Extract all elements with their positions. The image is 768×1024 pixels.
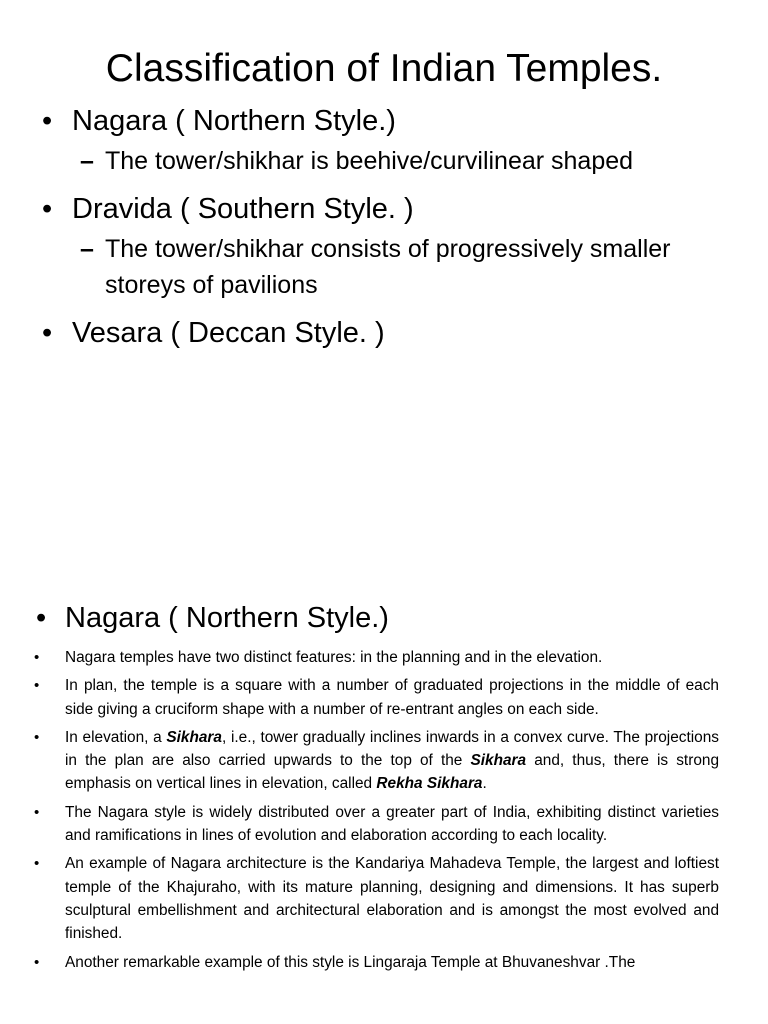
point-text-part: and, thus, there is strong emphasis on vertical lines in elevation, called: [65, 752, 720, 793]
point-text: Another remarkable example of this style is Lingaraja Temple at Bhuvaneshvar .The: [65, 953, 636, 971]
slide-nagara-details: [0, 588, 768, 1024]
sub-bullet-text: The tower/shikhar consists of progressively smaller storeys of pavilions: [105, 235, 671, 299]
point-text-part: In elevation, a: [65, 728, 167, 746]
sub-bullet-nagara: [80, 143, 735, 179]
bullet-dot: •: [42, 193, 53, 225]
term-sikhara: Sikhara: [470, 752, 527, 770]
bullet-dot: •: [36, 602, 47, 634]
point-text: The Nagara style is widely distributed over a greater part of India, exhibiting distinct varieties and ramifications in lines of evolution and elaboration according to each locality.: [65, 803, 719, 845]
bullet-dot: •: [34, 803, 40, 821]
term-sikhara: Sikhara: [166, 728, 222, 746]
list-item: [0, 674, 768, 721]
point-list: [0, 646, 768, 979]
list-item: [0, 852, 768, 945]
bullet-dot: •: [34, 649, 40, 666]
point-text: Nagara temples have two distinct features: in the planning and in the elevation.: [65, 649, 603, 666]
point-text: An example of Nagara architecture is the Kandariya Mahadeva Temple, the largest and loftiest temple of the Khajuraho, with its mature planning, designing and dimensions. It has superb sculptural embellishment and architectural elaboration and is amongst the most evolved and finished.: [65, 855, 719, 943]
bullet-dot: •: [42, 317, 53, 349]
bullet-text: Nagara ( Northern Style.): [72, 105, 396, 137]
list-item: [0, 951, 768, 974]
sub-bullet-dash: –: [80, 235, 94, 263]
sub-bullet-dash: –: [80, 147, 94, 175]
sub-bullet-text: The tower/shikhar is beehive/curvilinear shaped: [105, 147, 634, 175]
bullet-text: Vesara ( Deccan Style. ): [72, 317, 385, 349]
heading-text: Nagara ( Northern Style.): [65, 602, 389, 634]
bullet-text: Dravida ( Southern Style. ): [72, 193, 414, 225]
term-rekha-sikhara: Rekha Sikhara: [376, 775, 483, 793]
slide-title: Classification of Indian Temples.: [105, 47, 663, 90]
point-text-part: .: [482, 775, 487, 793]
bullet-dot: •: [34, 677, 40, 695]
list-item: [0, 646, 768, 669]
bullet-dot: •: [42, 105, 53, 137]
point-text: In plan, the temple is a square with a number of graduated projections in the middle of each side giving a cruciform shape with a number of re-entrant angles on each side.: [65, 677, 719, 718]
bullet-dot: •: [34, 855, 40, 873]
sub-bullet-dravida: [80, 231, 735, 303]
bullet-dot: •: [34, 728, 40, 746]
bullet-dot: •: [34, 953, 40, 971]
list-item: [0, 801, 768, 848]
list-item: [0, 726, 768, 796]
point-text-part: , i.e., tower gradually inclines inwards in a convex curve. The projections in the plan are also carried upwards to the top of the: [65, 728, 719, 770]
